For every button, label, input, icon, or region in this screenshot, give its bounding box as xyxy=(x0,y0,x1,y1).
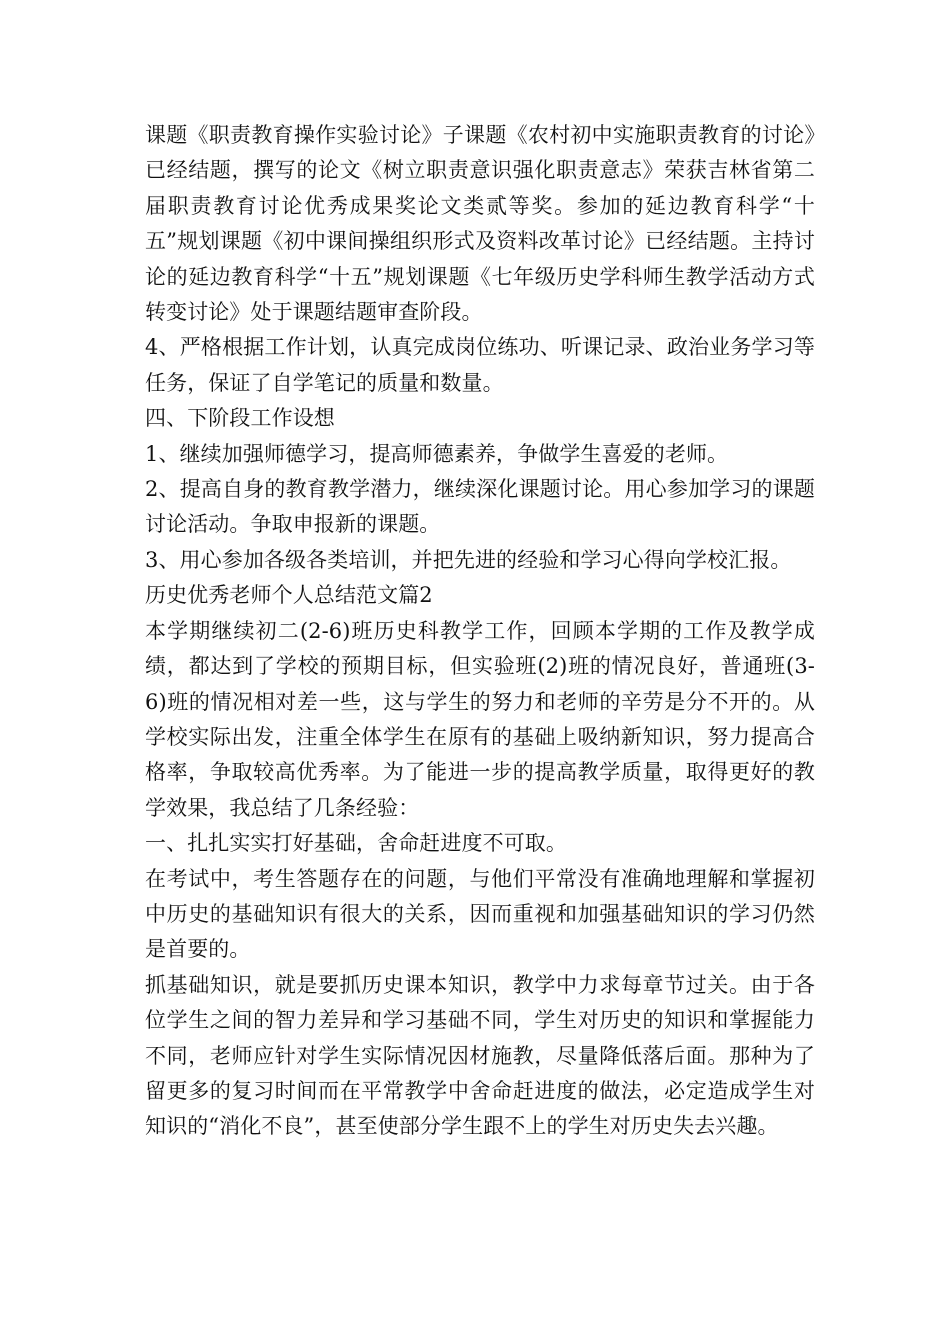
section-heading-next-stage: 四、下阶段工作设想 xyxy=(145,406,335,431)
paragraph-plan-2: 2、提高自身的教育教学潜力，继续深化课题讨论。用心参加学习的课题讨论活动。争取申报新的课题。 xyxy=(145,477,815,537)
paragraph-research-projects: 课题《职责教育操作实验讨论》子课题《农村初中实施职责教育的讨论》已经结题，撰写的论文《树立职责意识强化职责意志》荣获吉林省第二届职责教育讨论优秀成果奖论文类贰等奖。参加的延边教育科学“十五”规划课题《初中课间操组织形式及资料改革讨论》已经结题。主持讨论的延边教育科学“十五”规划课题《七年级历史学科师生教学活动方式转变讨论》处于课题结题审查阶段。 xyxy=(145,123,815,325)
paragraph-basic-knowledge: 抓基础知识，就是要抓历史课本知识，教学中力求每章节过关。由于各位学生之间的智力差异和学习基础不同，学生对历史的知识和掌握能力不同，老师应针对学生实际情况因材施教，尽量降低落后面。那种为了留更多的复习时间而在平常教学中舍命赶进度的做法，必定造成学生对知识的“消化不良”，甚至使部分学生跟不上的学生对历史失去兴趣。 xyxy=(145,972,815,1139)
paragraph-plan-1: 1、继续加强师德学习，提高师德素养，争做学生喜爱的老师。 xyxy=(145,441,729,466)
section-heading-basics: 一、扎扎实实打好基础，舍命赶进度不可取。 xyxy=(145,831,567,856)
document-body xyxy=(145,118,815,1145)
paragraph-plan-3: 3、用心参加各级各类培训，并把先进的经验和学习心得向学校汇报。 xyxy=(145,547,792,572)
paragraph-item-4: 4、严格根据工作计划，认真完成岗位练功、听课记录、政治业务学习等任务，保证了自学笔记的质量和数量。 xyxy=(145,335,815,395)
paragraph-exam-issues: 在考试中，考生答题存在的问题，与他们平常没有准确地理解和掌握初中历史的基础知识有很大的关系，因而重视和加强基础知识的学习仍然是首要的。 xyxy=(145,866,815,962)
paragraph-semester-summary: 本学期继续初二(2-6)班历史科教学工作，回顾本学期的工作及教学成绩，都达到了学校的预期目标，但实验班(2)班的情况良好，普通班(3-6)班的情况相对差一些，这与学生的努力和老师的辛劳是分不开的。从学校实际出发，注重全体学生在原有的基础上吸纳新知识，努力提高合格率，争取较高优秀率。为了能进一步的提高教学质量，取得更好的教学效果，我总结了几条经验： xyxy=(145,618,815,820)
article-title-part-2: 历史优秀老师个人总结范文篇2 xyxy=(145,583,433,608)
